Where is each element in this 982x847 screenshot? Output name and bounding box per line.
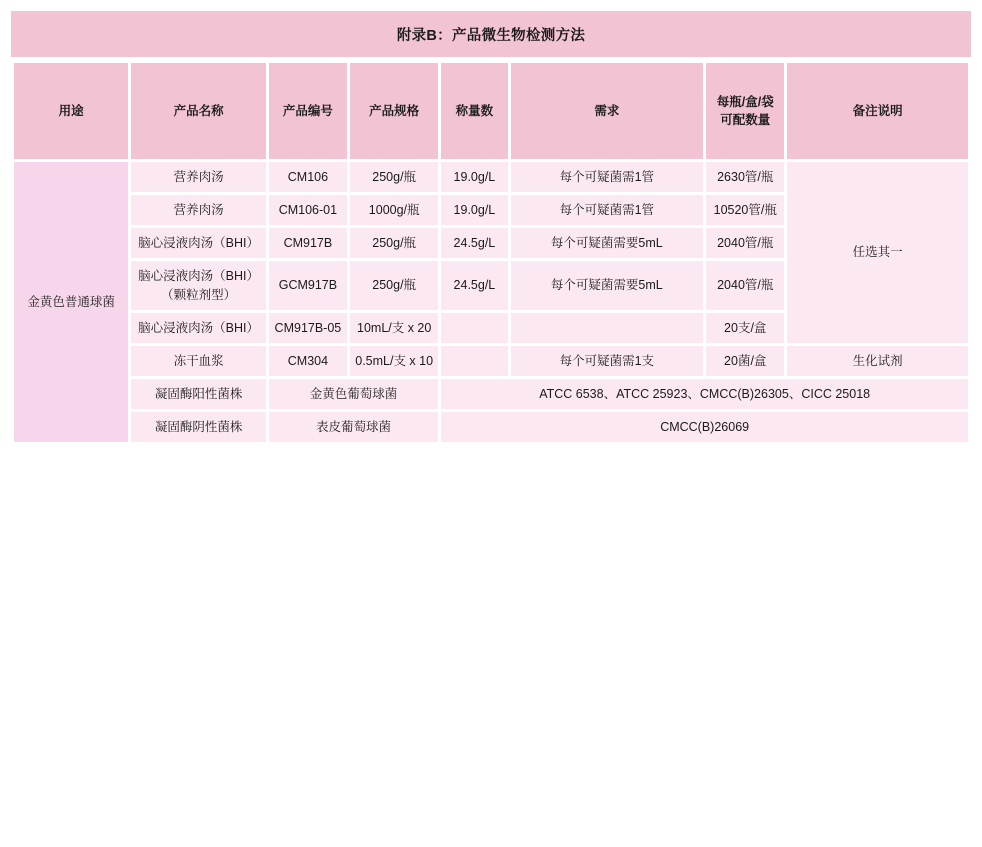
strain-value: CMCC(B)26069: [441, 412, 968, 442]
product-spec: 250g/瓶: [350, 261, 438, 309]
table-header-row: [14, 63, 968, 159]
quantity: 2630管/瓶: [706, 162, 784, 192]
weigh-amount: 24.5g/L: [441, 261, 507, 309]
demand: [511, 313, 704, 343]
table-row: [14, 412, 968, 442]
use-category-cell: 金黄色普通球菌: [14, 162, 128, 442]
product-code: CM106: [269, 162, 347, 192]
product-spec: 250g/瓶: [350, 162, 438, 192]
note-reagent: 生化试剂: [787, 346, 968, 376]
quantity: 20菌/盒: [706, 346, 784, 376]
product-name: 冻干血浆: [131, 346, 265, 376]
column-header-use: 用途: [14, 63, 128, 159]
product-name: 脑心浸液肉汤（BHI）: [131, 228, 265, 258]
quantity: 2040管/瓶: [706, 261, 784, 309]
column-header-product-code: 产品编号: [269, 63, 347, 159]
quantity: 10520管/瓶: [706, 195, 784, 225]
demand: 每个可疑菌需要5mL: [511, 228, 704, 258]
quantity: 2040管/瓶: [706, 228, 784, 258]
weigh-amount: 19.0g/L: [441, 162, 507, 192]
product-spec: 1000g/瓶: [350, 195, 438, 225]
column-header-product-spec: 产品规格: [350, 63, 438, 159]
strain-name: 表皮葡萄球菌: [269, 412, 439, 442]
weigh-amount: [441, 346, 507, 376]
microbiology-method-table: [11, 60, 971, 445]
product-code: CM304: [269, 346, 347, 376]
note-any-one: 任选其一: [787, 162, 968, 343]
column-header-product-name: 产品名称: [131, 63, 265, 159]
table-row: [14, 346, 968, 376]
product-code: CM917B-05: [269, 313, 347, 343]
product-code: GCM917B: [269, 261, 347, 309]
product-name: 营养肉汤: [131, 195, 265, 225]
product-code: CM917B: [269, 228, 347, 258]
column-header-quantity: 每瓶/盒/袋可配数量: [706, 63, 784, 159]
demand: 每个可疑菌需要5mL: [511, 261, 704, 309]
weigh-amount: 24.5g/L: [441, 228, 507, 258]
product-spec: 250g/瓶: [350, 228, 438, 258]
table-row: [14, 162, 968, 192]
product-spec: 10mL/支 x 20: [350, 313, 438, 343]
weigh-amount: [441, 313, 507, 343]
product-code: CM106-01: [269, 195, 347, 225]
demand: 每个可疑菌需1管: [511, 195, 704, 225]
column-header-note: 备注说明: [787, 63, 968, 159]
product-name: 脑心浸液肉汤（BHI）（颗粒剂型）: [131, 261, 265, 309]
strain-label: 凝固酶阴性菌株: [131, 412, 265, 442]
weigh-amount: 19.0g/L: [441, 195, 507, 225]
strain-value: ATCC 6538、ATCC 25923、CMCC(B)26305、CICC 25018: [441, 379, 968, 409]
product-name: 营养肉汤: [131, 162, 265, 192]
quantity: 20支/盒: [706, 313, 784, 343]
column-header-weigh: 称量数: [441, 63, 507, 159]
column-header-demand: 需求: [511, 63, 704, 159]
demand: 每个可疑菌需1支: [511, 346, 704, 376]
product-name: 脑心浸液肉汤（BHI）: [131, 313, 265, 343]
page-title: 附录B：产品微生物检测方法: [11, 11, 971, 57]
strain-label: 凝固酶阳性菌株: [131, 379, 265, 409]
strain-name: 金黄色葡萄球菌: [269, 379, 439, 409]
product-spec: 0.5mL/支 x 10: [350, 346, 438, 376]
table-row: [14, 379, 968, 409]
demand: 每个可疑菌需1管: [511, 162, 704, 192]
